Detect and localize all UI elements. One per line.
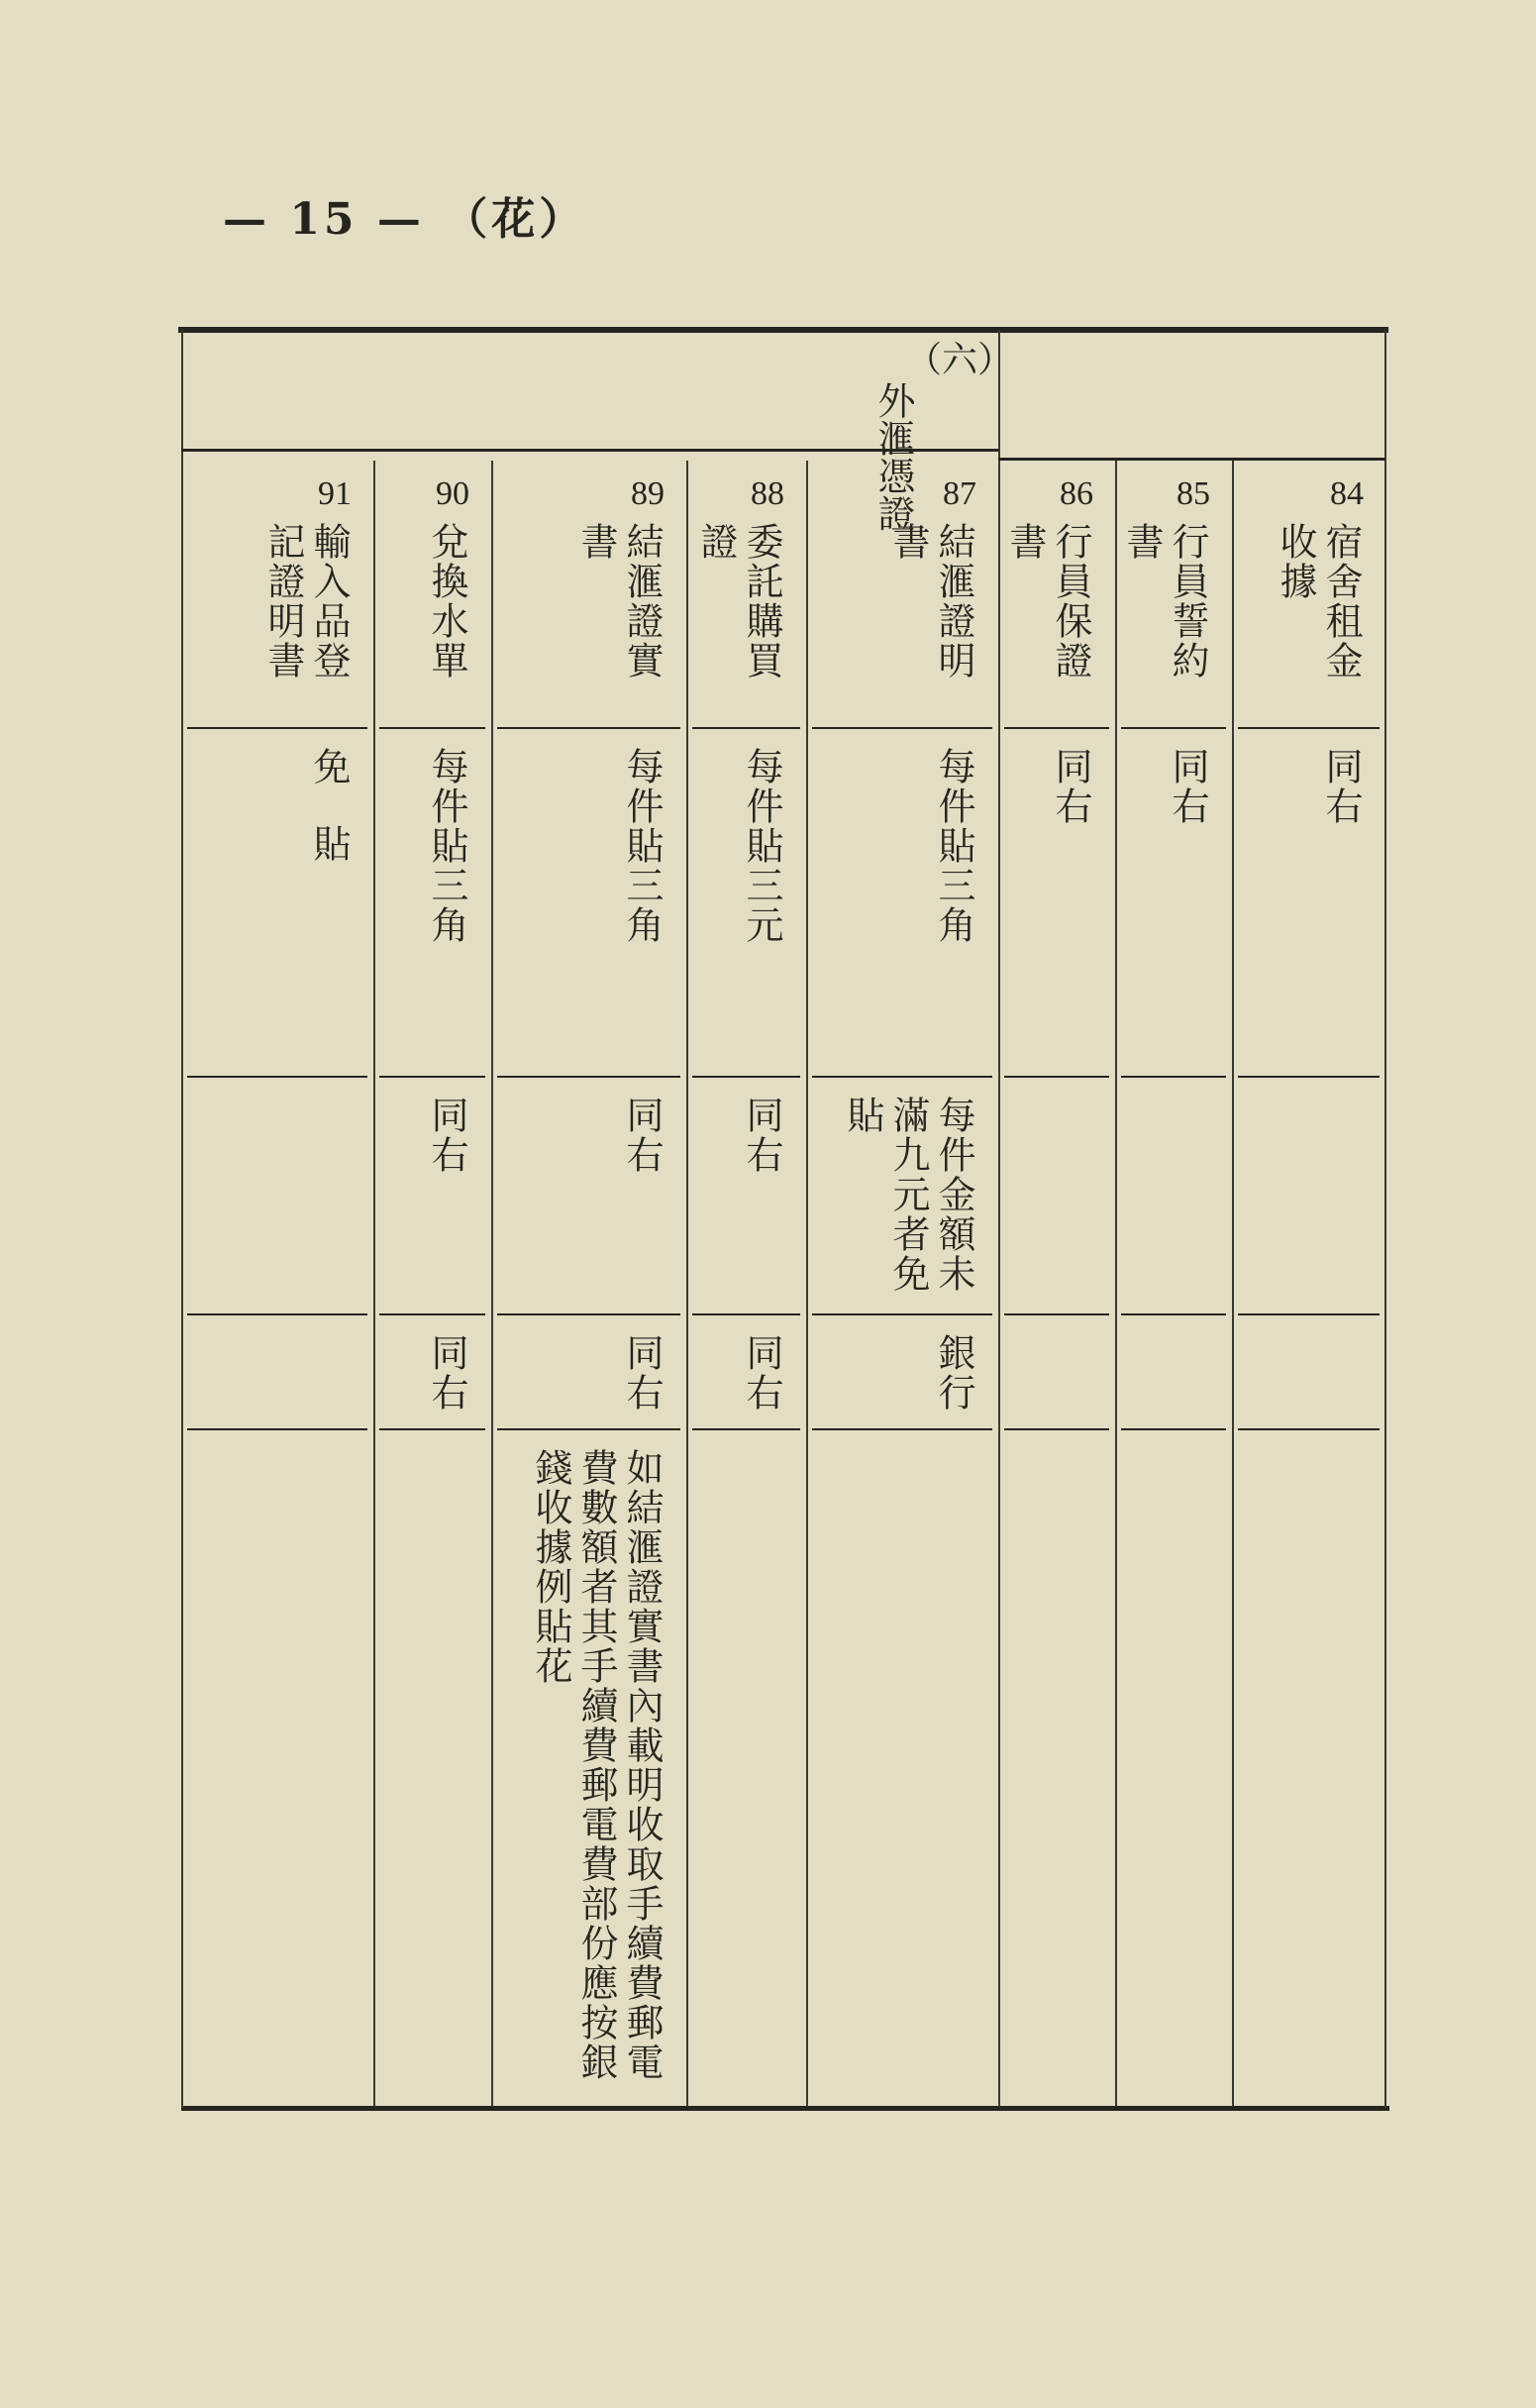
row-divider xyxy=(187,1313,367,1315)
row-divider xyxy=(187,727,367,729)
row-divider xyxy=(379,1313,485,1315)
header-bottom-rule-right xyxy=(998,458,1385,461)
row-divider xyxy=(379,1076,485,1078)
item-number: 90 xyxy=(436,475,469,512)
column-divider xyxy=(998,461,1000,2107)
item-name: 行員誓約書 xyxy=(1120,522,1209,681)
row-divider xyxy=(812,1313,992,1315)
stamp-rate: 每件貼三角 xyxy=(932,747,975,945)
table-bottom-rule xyxy=(181,2106,1389,2111)
exemption: 同右 xyxy=(425,1096,468,1175)
stamp-rate: 同右 xyxy=(1319,747,1363,826)
row-divider xyxy=(1238,1313,1380,1315)
exemption: 同右 xyxy=(740,1096,783,1175)
page-header xyxy=(223,183,586,247)
stamp-rate: 免貼 xyxy=(307,747,351,901)
issuer: 同右 xyxy=(425,1333,468,1413)
column-divider xyxy=(1232,461,1234,2107)
item-number: 85 xyxy=(1177,475,1210,512)
stamp-rate: 每件貼三元 xyxy=(740,747,783,945)
item-number: 88 xyxy=(751,475,784,512)
stamp-rate: 每件貼三角 xyxy=(425,747,468,945)
issuer: 同右 xyxy=(740,1333,783,1413)
table-right-border xyxy=(1384,330,1386,2108)
remark: 如結滙證實書內載明收取手續費郵電費數額者其手續費郵電費部份應按銀錢收據例貼花 xyxy=(529,1448,664,2082)
table-top-rule xyxy=(178,327,1388,333)
item-number: 84 xyxy=(1330,475,1364,512)
item-name: 行員保證書 xyxy=(1003,522,1092,681)
row-divider xyxy=(1121,1428,1226,1430)
row-divider xyxy=(1004,1313,1109,1315)
page-tag: （花） xyxy=(444,194,587,245)
row-divider xyxy=(1121,1076,1226,1078)
row-divider xyxy=(692,1428,800,1430)
row-divider xyxy=(1004,1076,1109,1078)
column-divider xyxy=(373,461,375,2107)
row-divider xyxy=(187,1076,367,1078)
item-name: 輸入品登記證明書 xyxy=(261,522,351,681)
row-divider xyxy=(497,1428,680,1430)
section-number: （六） xyxy=(906,340,1014,380)
item-name: 兌換水單 xyxy=(425,522,468,681)
row-divider xyxy=(1238,1076,1380,1078)
stamp-rate: 每件貼三角 xyxy=(620,747,664,945)
row-divider xyxy=(812,1076,992,1078)
row-divider xyxy=(1121,1313,1226,1315)
row-divider xyxy=(379,1428,485,1430)
item-name: 結滙證明書 xyxy=(886,522,975,681)
row-divider xyxy=(497,727,680,729)
column-divider xyxy=(686,461,688,2107)
stamp-rate: 同右 xyxy=(1166,747,1209,826)
row-divider xyxy=(1121,727,1226,729)
column-divider xyxy=(1115,461,1117,2107)
row-divider xyxy=(1238,1428,1380,1430)
exemption: 同右 xyxy=(620,1096,664,1175)
column-divider xyxy=(806,461,808,2107)
item-number: 91 xyxy=(318,475,352,512)
page-number: — 15 — xyxy=(223,194,425,245)
row-divider xyxy=(692,727,800,729)
issuer: 銀行 xyxy=(932,1333,975,1413)
row-divider xyxy=(187,1428,367,1430)
row-divider xyxy=(497,1313,680,1315)
table-left-border xyxy=(181,330,183,2108)
item-number: 86 xyxy=(1060,475,1093,512)
row-divider xyxy=(497,1076,680,1078)
item-name: 結滙證實書 xyxy=(574,522,664,681)
row-divider xyxy=(1238,727,1380,729)
item-number: 87 xyxy=(943,475,976,512)
issuer: 同右 xyxy=(620,1333,664,1413)
row-divider xyxy=(1004,1428,1109,1430)
item-name: 宿舍租金收據 xyxy=(1274,522,1363,681)
stamp-rate: 同右 xyxy=(1049,747,1092,826)
row-divider xyxy=(1004,727,1109,729)
item-name: 委託購買證 xyxy=(694,522,783,681)
item-number: 89 xyxy=(631,475,665,512)
exemption: 每件金額未滿九元者免貼 xyxy=(841,1096,975,1294)
row-divider xyxy=(379,727,485,729)
row-divider xyxy=(692,1313,800,1315)
column-divider xyxy=(491,461,493,2107)
section-title: 外滙憑證 xyxy=(871,381,915,532)
row-divider xyxy=(812,1428,992,1430)
row-divider xyxy=(812,727,992,729)
row-divider xyxy=(692,1076,800,1078)
